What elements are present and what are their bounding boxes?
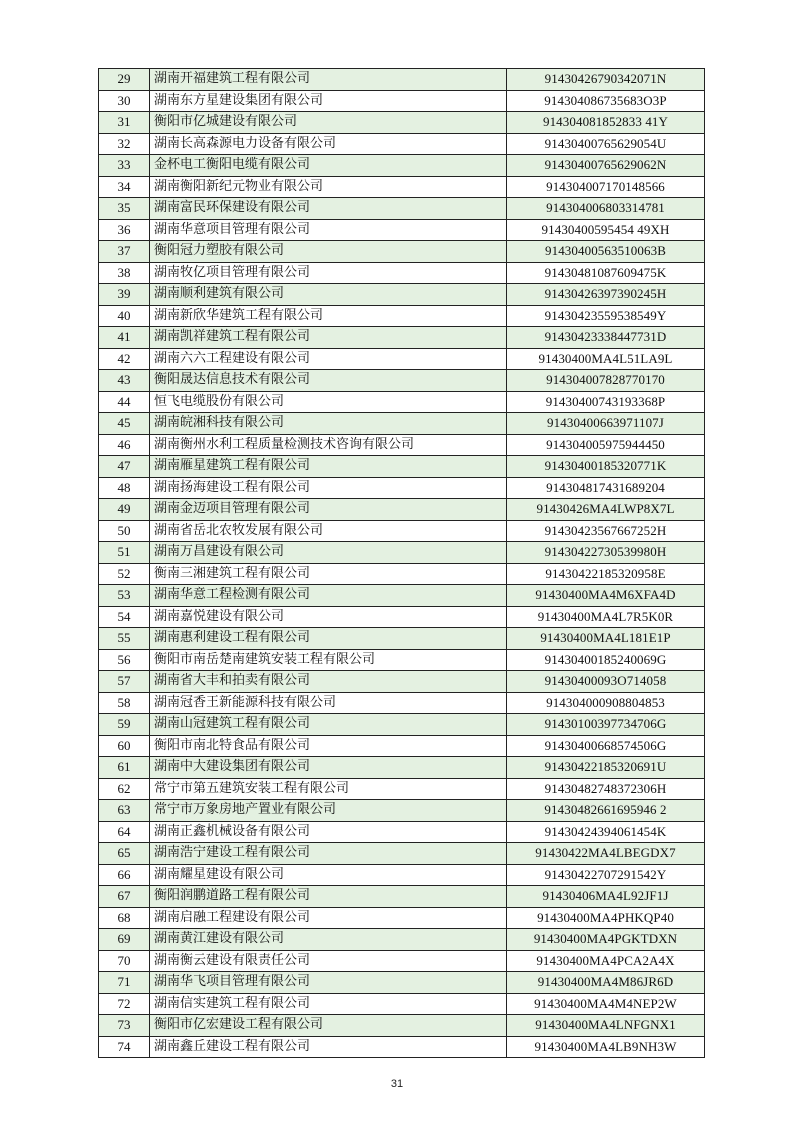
table-row — [99, 520, 705, 542]
row-number-cell: 67 — [99, 886, 150, 908]
row-number-cell: 45 — [99, 413, 150, 435]
table-row — [99, 757, 705, 779]
row-number-cell: 48 — [99, 477, 150, 499]
credit-code-cell: 91430422185320691U — [507, 757, 705, 779]
credit-code-cell: 91430423559538549Y — [507, 305, 705, 327]
table-row — [99, 542, 705, 564]
table-row — [99, 413, 705, 435]
row-number-cell: 57 — [99, 671, 150, 693]
credit-code-cell: 91430400MA4LNFGNX1 — [507, 1015, 705, 1037]
row-number-cell: 34 — [99, 176, 150, 198]
credit-code-cell: 91430426MA4LWP8X7L — [507, 499, 705, 521]
credit-code-cell: 91430400668574506G — [507, 735, 705, 757]
table-row — [99, 585, 705, 607]
credit-code-cell: 91430406MA4L92JF1J — [507, 886, 705, 908]
credit-code-cell: 91430100397734706G — [507, 714, 705, 736]
company-name-cell: 衡阳市南岳楚南建筑安装工程有限公司 — [150, 649, 507, 671]
company-name-cell: 衡阳润鹏道路工程有限公司 — [150, 886, 507, 908]
company-name-cell: 湖南六六工程建设有限公司 — [150, 348, 507, 370]
row-number-cell: 66 — [99, 864, 150, 886]
table-row — [99, 692, 705, 714]
company-name-cell: 常宁市第五建筑安装工程有限公司 — [150, 778, 507, 800]
table-row — [99, 69, 705, 91]
credit-code-cell: 914304007170148566 — [507, 176, 705, 198]
credit-code-cell: 914304086735683O3P — [507, 90, 705, 112]
row-number-cell: 36 — [99, 219, 150, 241]
row-number-cell: 38 — [99, 262, 150, 284]
row-number-cell: 31 — [99, 112, 150, 134]
row-number-cell: 63 — [99, 800, 150, 822]
table-row — [99, 112, 705, 134]
company-name-cell: 湖南富民环保建设有限公司 — [150, 198, 507, 220]
credit-code-cell: 914304817431689204 — [507, 477, 705, 499]
row-number-cell: 59 — [99, 714, 150, 736]
row-number-cell: 72 — [99, 993, 150, 1015]
credit-code-cell: 91430400093O714058 — [507, 671, 705, 693]
company-name-cell: 湖南惠利建设工程有限公司 — [150, 628, 507, 650]
table-row — [99, 864, 705, 886]
credit-code-cell: 914304007828770170 — [507, 370, 705, 392]
company-name-cell: 湖南嘉悦建设有限公司 — [150, 606, 507, 628]
row-number-cell: 55 — [99, 628, 150, 650]
credit-code-cell: 91430400MA4L7R5K0R — [507, 606, 705, 628]
table-row — [99, 649, 705, 671]
company-name-cell: 湖南牧亿项目管理有限公司 — [150, 262, 507, 284]
table-row — [99, 456, 705, 478]
table-row — [99, 735, 705, 757]
company-name-cell: 湖南山冠建筑工程有限公司 — [150, 714, 507, 736]
registry-table-body — [99, 69, 705, 1058]
credit-code-cell: 91430400MA4PCA2A4X — [507, 950, 705, 972]
table-row — [99, 198, 705, 220]
credit-code-cell: 91430400185240069G — [507, 649, 705, 671]
company-name-cell: 湖南开福建筑工程有限公司 — [150, 69, 507, 91]
company-name-cell: 湖南黄江建设有限公司 — [150, 929, 507, 951]
row-number-cell: 50 — [99, 520, 150, 542]
table-row — [99, 606, 705, 628]
row-number-cell: 56 — [99, 649, 150, 671]
company-name-cell: 湖南凯祥建筑工程有限公司 — [150, 327, 507, 349]
company-name-cell: 衡阳市南北特食品有限公司 — [150, 735, 507, 757]
row-number-cell: 30 — [99, 90, 150, 112]
company-name-cell: 湖南省大丰和拍卖有限公司 — [150, 671, 507, 693]
credit-code-cell: 91430481087609475K — [507, 262, 705, 284]
row-number-cell: 39 — [99, 284, 150, 306]
table-row — [99, 434, 705, 456]
table-row — [99, 821, 705, 843]
company-name-cell: 湖南正鑫机械设备有限公司 — [150, 821, 507, 843]
row-number-cell: 60 — [99, 735, 150, 757]
company-name-cell: 湖南耀星建设有限公司 — [150, 864, 507, 886]
table-row — [99, 327, 705, 349]
credit-code-cell: 91430400765629062N — [507, 155, 705, 177]
company-name-cell: 衡阳市亿宏建设工程有限公司 — [150, 1015, 507, 1037]
credit-code-cell: 91430426790342071N — [507, 69, 705, 91]
company-name-cell: 湖南皖湘科技有限公司 — [150, 413, 507, 435]
company-name-cell: 湖南扬海建设工程有限公司 — [150, 477, 507, 499]
company-name-cell: 恒飞电缆股份有限公司 — [150, 391, 507, 413]
table-row — [99, 671, 705, 693]
credit-code-cell: 91430482748372306H — [507, 778, 705, 800]
credit-code-cell: 91430400663971107J — [507, 413, 705, 435]
company-name-cell: 衡南三湘建筑工程有限公司 — [150, 563, 507, 585]
company-name-cell: 湖南新欣华建筑工程有限公司 — [150, 305, 507, 327]
row-number-cell: 74 — [99, 1036, 150, 1058]
table-row — [99, 993, 705, 1015]
company-name-cell: 湖南鑫丘建设工程有限公司 — [150, 1036, 507, 1058]
table-row — [99, 628, 705, 650]
row-number-cell: 33 — [99, 155, 150, 177]
row-number-cell: 53 — [99, 585, 150, 607]
table-row — [99, 133, 705, 155]
row-number-cell: 46 — [99, 434, 150, 456]
credit-code-cell: 91430422730539980H — [507, 542, 705, 564]
row-number-cell: 49 — [99, 499, 150, 521]
credit-code-cell: 91430423338447731D — [507, 327, 705, 349]
table-row — [99, 972, 705, 994]
table-row — [99, 929, 705, 951]
table-row — [99, 800, 705, 822]
company-name-cell: 湖南省岳北农牧发展有限公司 — [150, 520, 507, 542]
credit-code-cell: 914304081852833 41Y — [507, 112, 705, 134]
row-number-cell: 43 — [99, 370, 150, 392]
credit-code-cell: 91430422MA4LBEGDX7 — [507, 843, 705, 865]
table-row — [99, 477, 705, 499]
table-row — [99, 1036, 705, 1058]
row-number-cell: 47 — [99, 456, 150, 478]
company-name-cell: 湖南华飞项目管理有限公司 — [150, 972, 507, 994]
credit-code-cell: 91430400MA4M4NEP2W — [507, 993, 705, 1015]
row-number-cell: 35 — [99, 198, 150, 220]
credit-code-cell: 91430422707291542Y — [507, 864, 705, 886]
company-name-cell: 湖南启融工程建设有限公司 — [150, 907, 507, 929]
row-number-cell: 62 — [99, 778, 150, 800]
company-name-cell: 湖南长高森源电力设备有限公司 — [150, 133, 507, 155]
credit-code-cell: 91430400MA4PHKQP40 — [507, 907, 705, 929]
table-row — [99, 391, 705, 413]
company-name-cell: 湖南东方星建设集团有限公司 — [150, 90, 507, 112]
company-name-cell: 湖南金迈项目管理有限公司 — [150, 499, 507, 521]
table-row — [99, 90, 705, 112]
row-number-cell: 40 — [99, 305, 150, 327]
table-row — [99, 348, 705, 370]
credit-code-cell: 91430400MA4LB9NH3W — [507, 1036, 705, 1058]
company-name-cell: 湖南顺利建筑有限公司 — [150, 284, 507, 306]
credit-code-cell: 914304006803314781 — [507, 198, 705, 220]
company-name-cell: 衡阳市亿城建设有限公司 — [150, 112, 507, 134]
row-number-cell: 37 — [99, 241, 150, 263]
company-name-cell: 湖南华意项目管理有限公司 — [150, 219, 507, 241]
company-name-cell: 湖南雁星建筑工程有限公司 — [150, 456, 507, 478]
row-number-cell: 52 — [99, 563, 150, 585]
table-row — [99, 886, 705, 908]
row-number-cell: 69 — [99, 929, 150, 951]
row-number-cell: 44 — [99, 391, 150, 413]
table-row — [99, 176, 705, 198]
row-number-cell: 58 — [99, 692, 150, 714]
credit-code-cell: 91430400MA4M6XFA4D — [507, 585, 705, 607]
company-name-cell: 湖南信实建筑工程有限公司 — [150, 993, 507, 1015]
credit-code-cell: 91430422185320958E — [507, 563, 705, 585]
row-number-cell: 51 — [99, 542, 150, 564]
credit-code-cell: 91430400185320771K — [507, 456, 705, 478]
table-row — [99, 262, 705, 284]
table-row — [99, 1015, 705, 1037]
company-name-cell: 金杯电工衡阳电缆有限公司 — [150, 155, 507, 177]
company-name-cell: 湖南衡阳新纪元物业有限公司 — [150, 176, 507, 198]
company-name-cell: 湖南中大建设集团有限公司 — [150, 757, 507, 779]
table-row — [99, 563, 705, 585]
table-row — [99, 370, 705, 392]
table-row — [99, 305, 705, 327]
row-number-cell: 65 — [99, 843, 150, 865]
row-number-cell: 68 — [99, 907, 150, 929]
credit-code-cell: 914304005975944450 — [507, 434, 705, 456]
credit-code-cell: 91430400595454 49XH — [507, 219, 705, 241]
row-number-cell: 71 — [99, 972, 150, 994]
company-name-cell: 常宁市万象房地产置业有限公司 — [150, 800, 507, 822]
table-row — [99, 950, 705, 972]
company-name-cell: 湖南浩宁建设工程有限公司 — [150, 843, 507, 865]
table-row — [99, 219, 705, 241]
table-row — [99, 499, 705, 521]
row-number-cell: 70 — [99, 950, 150, 972]
credit-code-cell: 91430400MA4M86JR6D — [507, 972, 705, 994]
table-row — [99, 843, 705, 865]
credit-code-cell: 91430400MA4PGKTDXN — [507, 929, 705, 951]
row-number-cell: 73 — [99, 1015, 150, 1037]
company-name-cell: 湖南华意工程检测有限公司 — [150, 585, 507, 607]
credit-code-cell: 91430423567667252H — [507, 520, 705, 542]
credit-code-cell: 91430426397390245H — [507, 284, 705, 306]
row-number-cell: 32 — [99, 133, 150, 155]
row-number-cell: 29 — [99, 69, 150, 91]
table-row — [99, 714, 705, 736]
credit-code-cell: 91430400743193368P — [507, 391, 705, 413]
credit-code-cell: 91430400765629054U — [507, 133, 705, 155]
credit-code-cell: 91430400MA4L181E1P — [507, 628, 705, 650]
row-number-cell: 61 — [99, 757, 150, 779]
company-registry-table — [98, 68, 705, 1058]
row-number-cell: 42 — [99, 348, 150, 370]
credit-code-cell: 91430400MA4L51LA9L — [507, 348, 705, 370]
credit-code-cell: 91430400563510063B — [507, 241, 705, 263]
page-number: 31 — [390, 1078, 404, 1090]
table-row — [99, 241, 705, 263]
row-number-cell: 64 — [99, 821, 150, 843]
row-number-cell: 41 — [99, 327, 150, 349]
company-name-cell: 湖南万昌建设有限公司 — [150, 542, 507, 564]
company-name-cell: 湖南冠香王新能源科技有限公司 — [150, 692, 507, 714]
table-row — [99, 155, 705, 177]
table-row — [99, 778, 705, 800]
company-name-cell: 衡阳晟达信息技术有限公司 — [150, 370, 507, 392]
company-name-cell: 衡阳冠力塑胶有限公司 — [150, 241, 507, 263]
credit-code-cell: 91430482661695946 2 — [507, 800, 705, 822]
table-row — [99, 284, 705, 306]
row-number-cell: 54 — [99, 606, 150, 628]
credit-code-cell: 914304000908804853 — [507, 692, 705, 714]
credit-code-cell: 91430424394061454K — [507, 821, 705, 843]
company-name-cell: 湖南衡云建设有限责任公司 — [150, 950, 507, 972]
company-name-cell: 湖南衡州水利工程质量检测技术咨询有限公司 — [150, 434, 507, 456]
table-row — [99, 907, 705, 929]
